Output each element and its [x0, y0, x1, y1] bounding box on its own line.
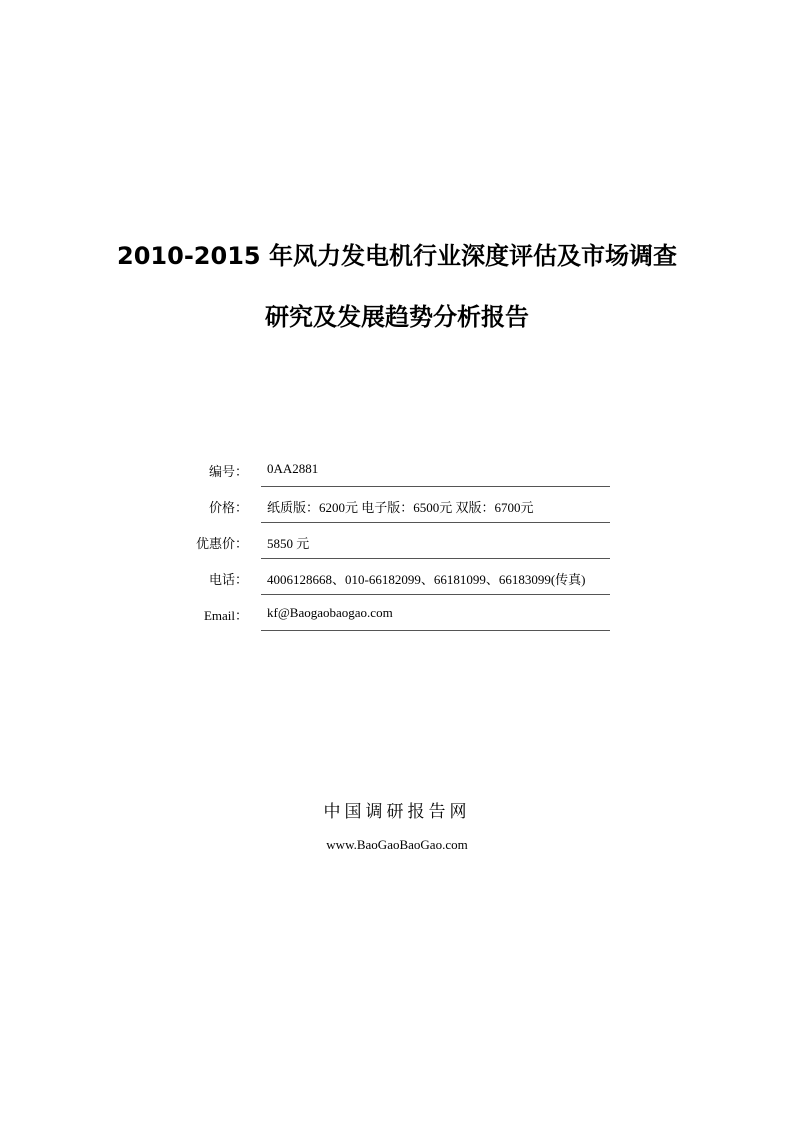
info-value-price: 纸质版：6200元 电子版：6500元 双版：6700元	[267, 500, 534, 515]
info-value-id-cell	[261, 451, 610, 487]
info-value-price-cell	[261, 487, 610, 523]
info-row-discount	[190, 523, 610, 559]
info-row-id	[190, 451, 610, 487]
info-value-phone: 4006128668、010-66182099、66181099、66183099(传真)	[267, 572, 586, 587]
info-label-phone: 电话：	[208, 572, 248, 587]
info-label-discount: 优惠价：	[195, 536, 248, 551]
info-row-price	[190, 487, 610, 523]
info-label-id: 编号：	[208, 464, 248, 479]
info-row-phone	[190, 559, 610, 595]
info-value-discount-cell	[261, 523, 610, 559]
info-value-discount: 5850 元	[267, 536, 310, 551]
info-value-email[interactable]: kf@Baogaobaogao.com	[267, 605, 393, 620]
organization-url[interactable]: www.BaoGaoBaoGao.com	[326, 837, 468, 852]
report-title-line-2: 研究及发展趋势分析报告	[265, 303, 529, 331]
report-title-line-1: 2010-2015 年风力发电机行业深度评估及市场调查	[117, 242, 677, 270]
info-value-email-cell	[261, 595, 610, 631]
info-value-id: 0AA2881	[267, 461, 319, 476]
info-table	[190, 451, 610, 631]
info-label-email: Email：	[203, 608, 248, 623]
info-label-price: 价格：	[208, 500, 248, 515]
info-value-phone-cell	[261, 559, 610, 595]
info-row-email	[190, 595, 610, 631]
organization-name: 中国调研报告网	[323, 802, 471, 822]
